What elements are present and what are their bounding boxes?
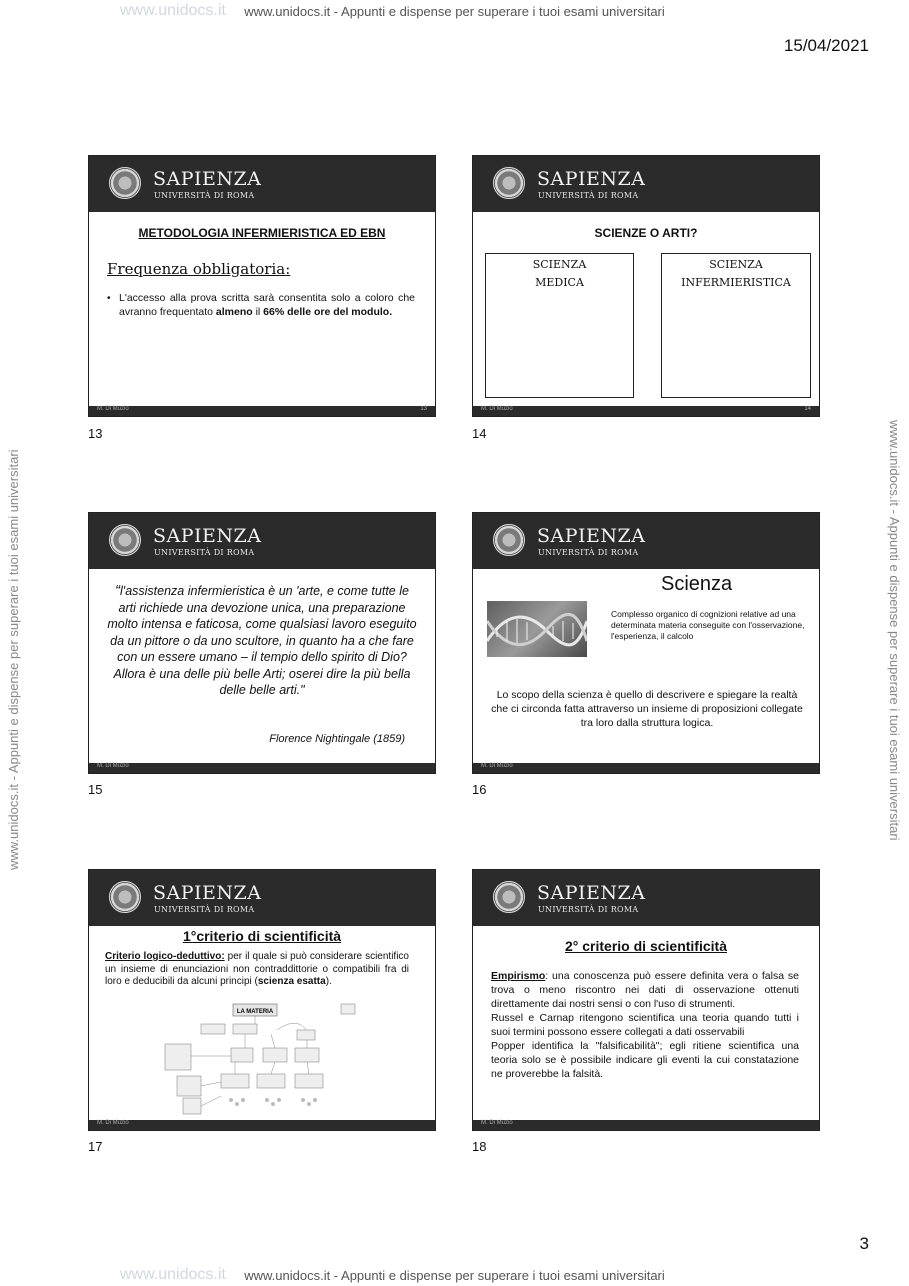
footer-author: M. Di Muzio bbox=[97, 1120, 129, 1126]
slide-18 bbox=[472, 869, 820, 1131]
bullet-marker: • bbox=[107, 293, 111, 304]
slide-16 bbox=[472, 512, 820, 774]
box-line: MEDICA bbox=[535, 276, 584, 289]
watermark-bottom: www.unidocs.it - Appunti e dispense per superare i tuoi esami universitari bbox=[244, 1268, 665, 1283]
quote-text: l'assistenza infermieristica è un 'arte, e come tutte le arti richiede una devozione unica, una preparazione molto intensa e faticosa, come qualsiasi lavoro eseguito da un pittore o da uno scultore, in quanto ha a che fare con un essere umano – il tempio dello spirito di Dio? Allora è una delle più belle Arti; oserei dire la più bella delle belle arti." bbox=[107, 584, 417, 697]
slide-header bbox=[89, 156, 435, 212]
brand-name: SAPIENZA bbox=[537, 525, 646, 547]
footer-slide-number: 13 bbox=[420, 406, 427, 412]
slide-title: SCIENZE O ARTI? bbox=[594, 226, 698, 240]
quote-author: Florence Nightingale (1859) bbox=[269, 733, 405, 745]
footer-author: M. Di Muzio bbox=[481, 1120, 513, 1126]
sapienza-seal-icon bbox=[109, 524, 141, 556]
slide-13 bbox=[88, 155, 436, 417]
sapienza-seal-icon bbox=[109, 167, 141, 199]
bullet-text-part: L'accesso alla prova scritta sarà consentita solo a coloro che avranno frequentato bbox=[119, 292, 415, 318]
empirismo-paragraph bbox=[491, 969, 799, 1011]
brand-name: SAPIENZA bbox=[153, 168, 262, 190]
brand-name: SAPIENZA bbox=[537, 168, 646, 190]
slide-footer bbox=[473, 763, 819, 773]
slide-title: 1°criterio di scientificità bbox=[182, 928, 342, 944]
slide-title: 2° criterio di scientificità bbox=[565, 938, 727, 954]
empirismo-lead: Empirismo bbox=[491, 970, 546, 982]
brand-subtitle: UNIVERSITÀ DI ROMA bbox=[154, 548, 255, 557]
brand-name: SAPIENZA bbox=[153, 882, 262, 904]
dna-helix-image bbox=[487, 601, 587, 657]
scienza-body: Lo scopo della scienza è quello di descrivere e spiegare la realtà che ci circonda fatta attraverso un insieme di proposizioni collegate tra loro dalla struttura logica. bbox=[491, 689, 803, 729]
box-scienza-medica bbox=[485, 253, 634, 398]
box-line: SCIENZA bbox=[709, 258, 763, 271]
slide-header bbox=[473, 513, 819, 569]
slide-footer bbox=[89, 763, 435, 773]
russel-carnap-paragraph: Russel e Carnap ritengono scientifica una teoria quando tutti i suoi termini possono essere collegati a dati osservabili bbox=[491, 1012, 799, 1038]
slide-footer bbox=[89, 1120, 435, 1130]
slide-footer bbox=[89, 406, 435, 416]
dna-helix-icon bbox=[487, 601, 587, 657]
slide-footer bbox=[473, 1120, 819, 1130]
slide-header bbox=[89, 870, 435, 926]
watermark-faint: www.unidocs.it bbox=[120, 1266, 226, 1283]
slide-title: Scienza bbox=[661, 573, 733, 595]
sapienza-seal-icon bbox=[109, 881, 141, 913]
footer-slide-number: 14 bbox=[804, 406, 811, 412]
slide-label: 15 bbox=[88, 782, 103, 797]
materia-diagram bbox=[161, 1000, 361, 1116]
empirismo-body: : una conoscenza può essere definita vera o falsa se trova o meno riscontro nei dati di osservazione ottenuti direttamente dai nostri sensi o con l'uso di strumenti. bbox=[491, 970, 799, 1010]
scienza-definition: Complesso organico di cognizioni relative ad una determinata materia conseguite con l'osservazione, l'esperienza, il calcolo bbox=[611, 609, 805, 641]
materia-diagram-icon bbox=[161, 1000, 361, 1116]
slide-14 bbox=[472, 155, 820, 417]
sapienza-seal-icon bbox=[493, 167, 525, 199]
slide-label: 14 bbox=[472, 426, 487, 441]
document-date: 15/04/2021 bbox=[783, 36, 869, 55]
diagram-label: LA MATERIA bbox=[236, 1009, 274, 1015]
slide-17 bbox=[88, 869, 436, 1131]
slide-label: 16 bbox=[472, 782, 487, 797]
slide-bullet bbox=[119, 291, 415, 319]
nightingale-quote bbox=[107, 583, 417, 699]
box-scienza-infermieristica bbox=[661, 253, 811, 398]
footer-author: M. Di Muzio bbox=[97, 763, 129, 769]
box-line: SCIENZA bbox=[532, 258, 587, 271]
page-number: 3 bbox=[859, 1234, 869, 1253]
empirismo-text bbox=[491, 969, 799, 1081]
quote-open-mark: “ bbox=[115, 582, 121, 599]
popper-paragraph: Popper identifica la "falsificabilità"; egli ritiene scientifica una teoria solo se è possibile indicare gli eventi la cui constatazione ne proverebbe la falsità. bbox=[491, 1040, 799, 1080]
slide-header bbox=[473, 870, 819, 926]
slide-15 bbox=[88, 512, 436, 774]
watermark-top: www.unidocs.it - Appunti e dispense per superare i tuoi esami universitari bbox=[244, 4, 665, 19]
slide-heading: Frequenza obbligatoria: bbox=[107, 260, 291, 278]
criterion-bold: scienza esatta bbox=[257, 976, 326, 987]
brand-subtitle: UNIVERSITÀ DI ROMA bbox=[538, 191, 639, 200]
slide-footer bbox=[473, 406, 819, 416]
footer-author: M. Di Muzio bbox=[481, 763, 513, 769]
brand-name: SAPIENZA bbox=[153, 525, 262, 547]
slide-header bbox=[473, 156, 819, 212]
box-line: INFERMIERISTICA bbox=[681, 276, 791, 289]
brand-subtitle: UNIVERSITÀ DI ROMA bbox=[538, 905, 639, 914]
slide-label: 17 bbox=[88, 1139, 103, 1154]
sapienza-seal-icon bbox=[493, 524, 525, 556]
footer-author: M. Di Muzio bbox=[481, 406, 513, 412]
brand-name: SAPIENZA bbox=[537, 882, 646, 904]
slide-label: 13 bbox=[88, 426, 103, 441]
bullet-bold-part: 66% delle ore del modulo. bbox=[263, 306, 393, 318]
sapienza-seal-icon bbox=[493, 881, 525, 913]
watermark-faint: www.unidocs.it bbox=[120, 2, 226, 19]
watermark-side-right: www.unidocs.it - Appunti e dispense per superare i tuoi esami universitari bbox=[887, 420, 902, 841]
brand-subtitle: UNIVERSITÀ DI ROMA bbox=[154, 905, 255, 914]
criterion-close: ). bbox=[325, 976, 332, 987]
criterion-lead: Criterio logico-deduttivo: bbox=[105, 951, 225, 962]
slide-label: 18 bbox=[472, 1139, 487, 1154]
footer-author: M. Di Muzio bbox=[97, 406, 129, 412]
criterion-text bbox=[105, 951, 409, 989]
watermark-side-left: www.unidocs.it - Appunti e dispense per superare i tuoi esami universitari bbox=[6, 449, 21, 870]
brand-subtitle: UNIVERSITÀ DI ROMA bbox=[538, 548, 639, 557]
bullet-bold-part: almeno bbox=[215, 306, 253, 318]
criterion-body: per il quale si può considerare scientifico un insieme di enunciazioni non contraddittorie o compatibili fra di loro e deducibili da alcuni principi ( bbox=[105, 951, 409, 987]
slide-title: METODOLOGIA INFERMIERISTICA ED EBN bbox=[138, 226, 386, 240]
brand-subtitle: UNIVERSITÀ DI ROMA bbox=[154, 191, 255, 200]
bullet-text-part: il bbox=[252, 306, 264, 318]
slide-header bbox=[89, 513, 435, 569]
